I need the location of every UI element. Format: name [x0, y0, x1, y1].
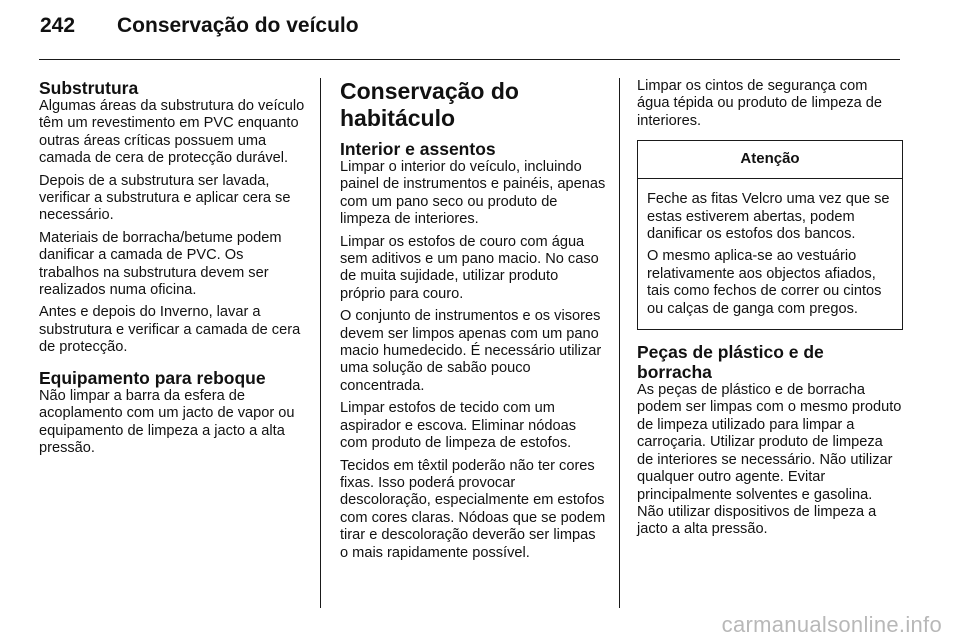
- column-divider-left: [320, 78, 321, 608]
- paragraph: Limpar estofos de tecido com um aspirador e escova. Eliminar nódoas com produto de limpeza de estofos.: [340, 400, 577, 452]
- warning-body: [638, 179, 902, 329]
- paragraph: Tecidos em têxtil poderão não ter cores fixas. Isso poderá provocar descoloração, especialmente em estofos com cores claras. Nódoas que se podem tirar e descoloração deverão ser limpas o mais rapidamente possível.: [340, 457, 606, 561]
- heading-equipamento-reboque: Equipamento para reboque: [39, 367, 266, 388]
- heading-pecas-plastico-borracha: Peças de plástico e de borracha: [637, 342, 824, 383]
- column-middle: [340, 78, 606, 567]
- warning-title: Atenção: [638, 141, 902, 179]
- section-title: Conservação do habitáculo: [340, 78, 519, 131]
- paragraph: Limpar os cintos de segurança com água tépida ou produto de limpeza de interiores.: [637, 78, 883, 129]
- heading-substrutura: Substrutura: [39, 78, 139, 98]
- column-right: [637, 78, 903, 544]
- paragraph: Antes e depois do Inverno, lavar a substrutura e verificar a camada de cera de protecção.: [39, 304, 301, 356]
- column-left: [39, 78, 305, 462]
- paragraph: Materiais de borracha/betume podem danificar a camada de PVC. Os trabalhos na substrutura devem ser realizados numa oficina.: [39, 229, 282, 299]
- paragraph: O conjunto de instrumentos e os visores devem ser limpos apenas com um pano macio humedecido. É necessário utilizar uma solução de sabão pouco concentrada.: [340, 308, 602, 394]
- warning-paragraph: Feche as fitas Velcro uma vez que se estas estiverem abertas, podem danificar os estofos dos bancos.: [647, 191, 890, 243]
- warning-box: [637, 140, 903, 330]
- page-title: Conservação do veículo: [117, 14, 359, 37]
- paragraph: Algumas áreas da substrutura do veículo têm um revestimento em PVC enquanto outras áreas críticas possuem uma camada de cera de protecção durável.: [39, 98, 305, 167]
- heading-interior-assentos: Interior e assentos: [340, 139, 496, 159]
- page-number: 242: [40, 14, 76, 37]
- header-rule: [39, 59, 900, 60]
- paragraph: Não limpar a barra da esfera de acoplamento com um jacto de vapor ou equipamento de limpeza a jacto a alta pressão.: [39, 387, 295, 456]
- warning-paragraph: O mesmo aplica-se ao vestuário relativamente aos objectos afiados, tais como fechos de correr ou cintos ou calças de ganga com pregos.: [647, 248, 882, 317]
- watermark: carmanualsonline.info: [721, 612, 942, 637]
- column-divider-right: [619, 78, 620, 608]
- paragraph: As peças de plástico e de borracha podem ser limpas com o mesmo produto de limpeza utilizado para limpar a carroçaria. Utilizar produto de limpeza de interiores se necessário. Não utilizar qualquer outro agente. Evitar principalmente solventes e gasolina. Não utilizar dispositivos de limpeza a jacto a alta pressão.: [637, 382, 902, 538]
- paragraph: Limpar o interior do veículo, incluindo painel de instrumentos e painéis, apenas com um pano seco ou produto de limpeza de interiores.: [340, 159, 606, 228]
- paragraph: Limpar os estofos de couro com água sem aditivos e um pano macio. No caso de muita sujidade, utilizar produto próprio para couro.: [340, 233, 599, 302]
- paragraph: Depois de a substrutura ser lavada, verificar a substrutura e aplicar cera se necessário.: [39, 172, 291, 224]
